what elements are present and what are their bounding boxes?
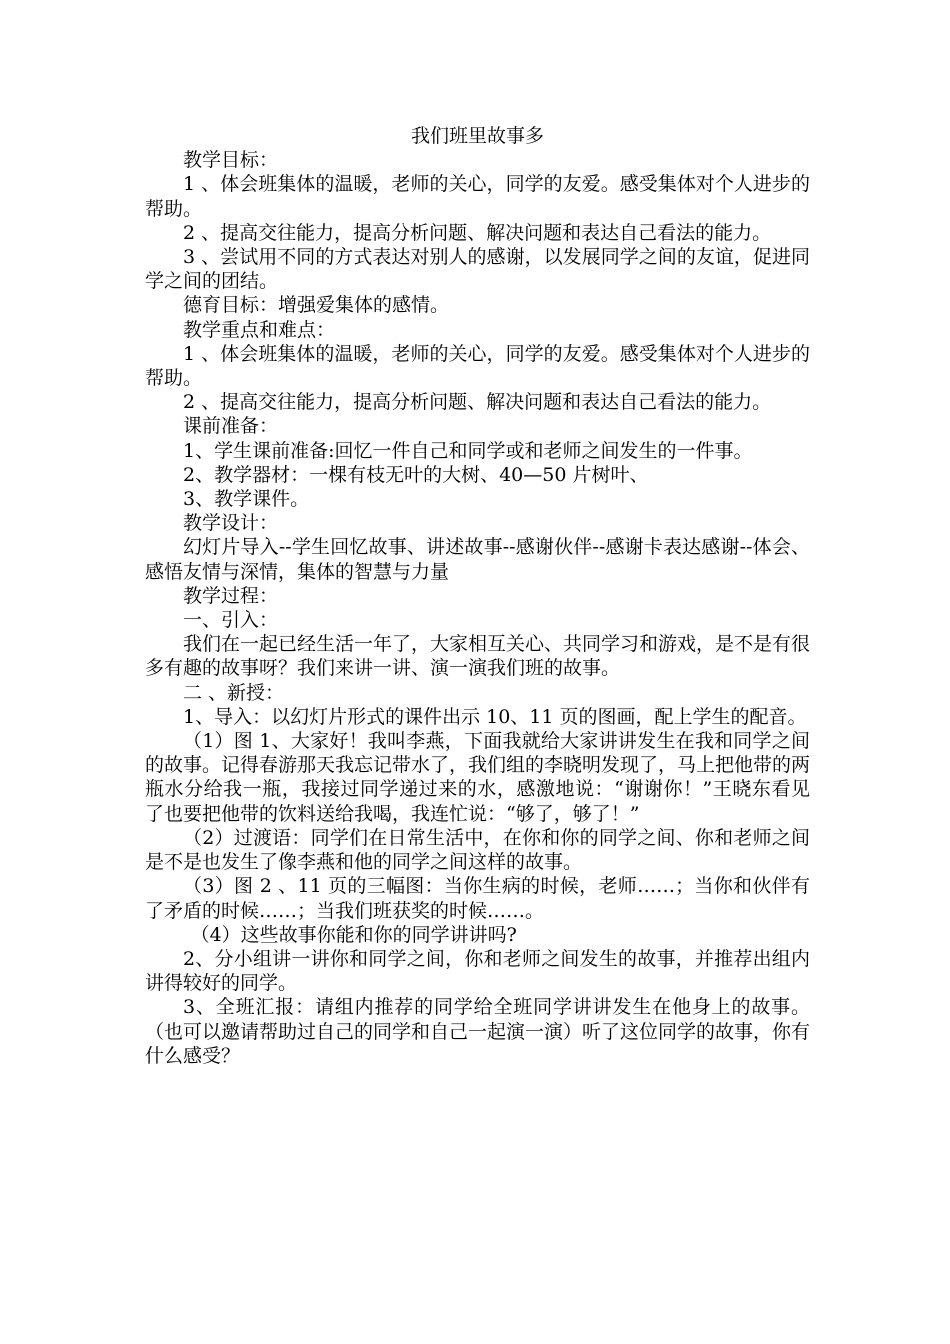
paragraph-transition: （2）过渡语：同学们在日常生活中，在你和你的同学之间、你和老师之间是不是也发生了像李燕和他的同学之间这样的故事。 (145, 826, 810, 874)
document-title: 我们班里故事多 (410, 125, 544, 147)
paragraph-preparation-heading: 课前准备： (183, 415, 279, 438)
paragraph-goal-1: 1 、体会班集体的温暖，老师的关心，同学的友爱。感受集体对个人进步的帮助。 (145, 173, 810, 220)
paragraph-intro-text: 我们在一起已经生活一年了，大家相互关心、共同学习和游戏，是不是有很多有趣的故事呀？我们来讲一讲、演一演我们班的故事。 (145, 633, 811, 680)
paragraph-preparation-1: 1、学生课前准备:回忆一件自己和同学或和老师之间发生的一件事。 (183, 439, 753, 462)
paragraph-section-intro-heading: 一、引入： (183, 609, 279, 632)
paragraph-key-point-2: 2 、提高交往能力，提高分析问题、解决问题和表达自己看法的能力。 (183, 391, 772, 414)
paragraph-new-2: 2、分小组讲一讲你和同学之间，你和老师之间发生的故事，并推荐出组内讲得较好的同学。 (145, 947, 810, 995)
paragraph-goal-2: 2 、提高交往能力，提高分析问题、解决问题和表达自己看法的能力。 (183, 221, 772, 244)
paragraph-section-new-heading: 二 、新授： (183, 681, 285, 704)
paragraph-new-3: 3、全班汇报：请组内推荐的同学给全班同学讲讲发生在他身上的故事。（也可以邀请帮助过自己的同学和自己一起演一演）听了这位同学的故事，你有什么感受？ (145, 996, 811, 1067)
paragraph-moral-goal: 德育目标：增强爱集体的感情。 (183, 294, 450, 317)
document-body (145, 124, 810, 1068)
paragraph-picture-2: （3）图 2 、11 页的三幅图：当你生病的时候，老师……；当你和伙伴有了矛盾的时候……；当我们班获奖的时候……。 (145, 875, 810, 922)
paragraph-new-1: 1、导入：以幻灯片形式的课件出示 10、11 页的图画，配上学生的配音。 (183, 705, 807, 728)
paragraph-teaching-goals-heading: 教学目标： (183, 149, 279, 172)
paragraph-design-heading: 教学设计： (183, 512, 279, 535)
paragraph-process-heading: 教学过程： (183, 584, 279, 607)
paragraph-goal-3: 3 、尝试用不同的方式表达对别人的感谢，以发展同学之间的友谊，促进同学之间的团结。 (145, 246, 810, 293)
paragraph-preparation-2: 2、教学器材：一棵有枝无叶的大树、40—50 片树叶、 (183, 463, 649, 486)
paragraph-key-points-heading: 教学重点和难点： (183, 318, 336, 341)
paragraph-design-flow: 幻灯片导入--学生回忆故事、讲述故事--感谢伙伴--感谢卡表达感谢--体会、感悟友情与深情，集体的智慧与力量 (145, 536, 810, 583)
paragraph-preparation-3: 3、教学课件。 (183, 488, 310, 511)
paragraph-picture-1: （1）图 1、大家好！我叫李燕，下面我就给大家讲讲发生在我和同学之间的故事。记得春游那天我忘记带水了，我们组的李晓明发现了，马上把他带的两瓶水分给我一瓶，我接过同学递过来的水，感激地说：“谢谢你！”王晓东看见了也要把他带的饮料送给我喝，我连忙说：“够了，够了！” (145, 730, 811, 825)
paragraph-question-4: （4）这些故事你能和你的同学讲讲吗? (190, 923, 517, 946)
paragraph-key-point-1: 1 、体会班集体的温暖，老师的关心，同学的友爱。感受集体对个人进步的帮助。 (145, 342, 810, 390)
